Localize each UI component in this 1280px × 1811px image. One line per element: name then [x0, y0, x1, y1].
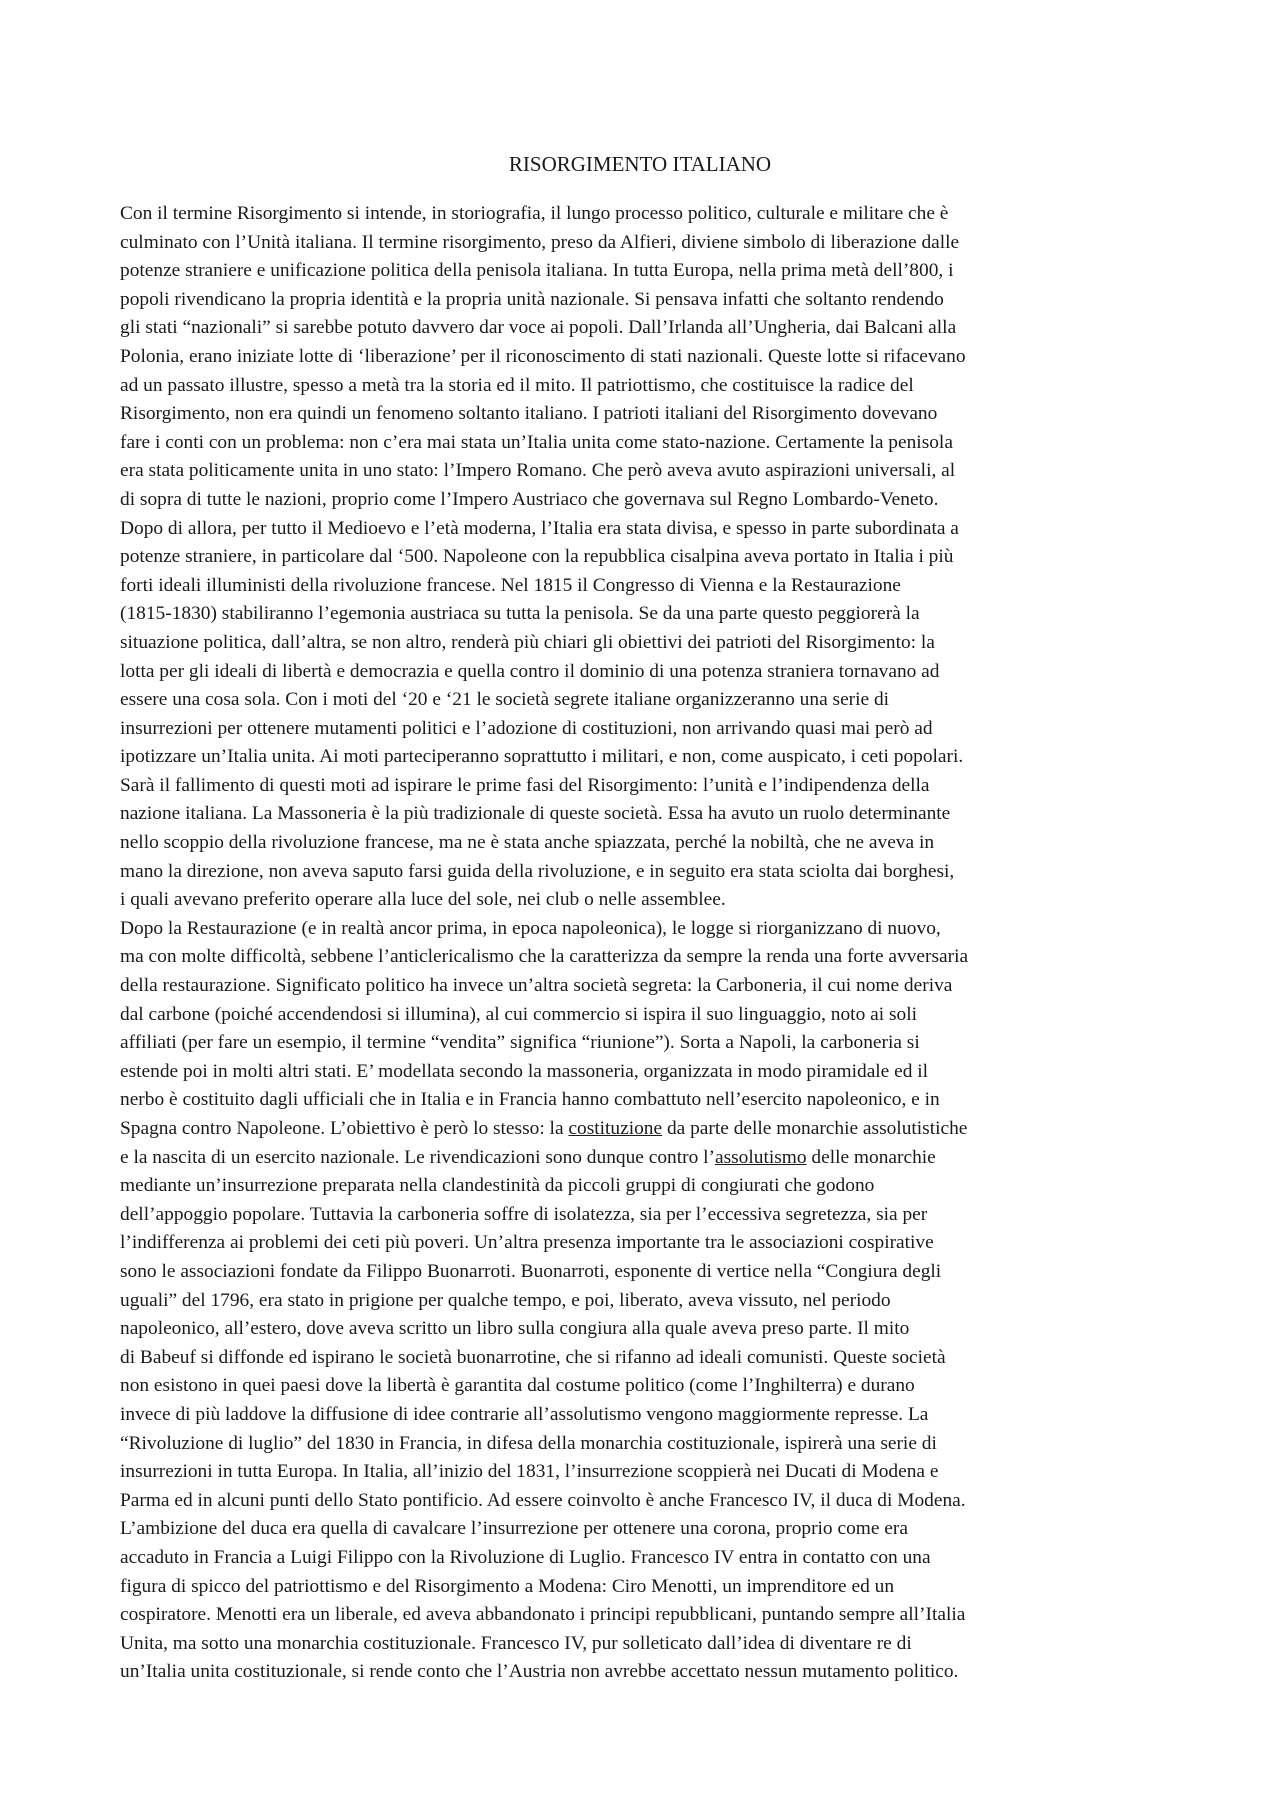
text-line: era stata politicamente unita in uno stato: l’Impero Romano. Che però aveva avuto aspirazioni universali, al: [120, 460, 956, 482]
text-line: di sopra di tutte le nazioni, proprio come l’Impero Austriaco che governava sul Regno Lombardo-Veneto.: [120, 488, 939, 510]
text-line: [120, 1144, 1170, 1173]
text-line: accaduto in Francia a Luigi Filippo con la Rivoluzione di Luglio. Francesco IV entra in contatto con una: [120, 1546, 931, 1568]
text-line: nello scoppio della rivoluzione francese, ma ne è stata anche spiazzata, perché la nobiltà, che ne aveva in: [120, 832, 935, 854]
text-segment: e la nascita di un esercito nazionale. Le rivendicazioni sono dunque contro l’: [120, 1146, 715, 1168]
text-line: Dopo di allora, per tutto il Medioevo e l’età moderna, l’Italia era stata divisa, e spesso in parte subordinata a: [120, 517, 959, 539]
text-line: Sarà il fallimento di questi moti ad ispirare le prime fasi del Risorgimento: l’unità e l’indipendenza della: [120, 774, 930, 796]
text-line: insurrezioni in tutta Europa. In Italia, all’inizio del 1831, l’insurrezione scoppierà nei Ducati di Modena e: [120, 1461, 939, 1483]
assolutismo-link[interactable]: assolutismo: [714, 1146, 807, 1168]
text-line: nazione italiana. La Massoneria è la più tradizionale di queste società. Essa ha avuto un ruolo determinante: [120, 803, 951, 825]
text-line: Parma ed in alcuni punti dello Stato pontificio. Ad essere coinvolto è anche Francesco IV, il duca di Modena.: [120, 1489, 966, 1511]
text-line: estende poi in molti altri stati. E’ modellata secondo la massoneria, organizzata in modo piramidale ed il: [120, 1060, 929, 1082]
text-line: gli stati “nazionali” si sarebbe potuto davvero dar voce ai popoli. Dall’Irlanda all’Ungheria, dai Balcani alla: [120, 317, 957, 339]
text-line: forti ideali illuministi della rivoluzione francese. Nel 1815 il Congresso di Vienna e la Restaurazione: [120, 574, 901, 596]
costituzione-link[interactable]: costituzione: [568, 1118, 663, 1139]
text-line: Con il termine Risorgimento si intende, in storiografia, il lungo processo politico, culturale e militare che è: [120, 203, 949, 224]
text-line: ad un passato illustre, spesso a metà tra la storia ed il mito. Il patriottismo, che costituisce la radice del: [120, 374, 914, 396]
text-line: sono le associazioni fondate da Filippo Buonarroti. Buonarroti, esponente di vertice nella “Congiura degli: [120, 1260, 942, 1282]
text-line: di Babeuf si diffonde ed ispirano le società buonarrotine, che si rifanno ad ideali comunisti. Queste società: [120, 1346, 946, 1368]
text-line: [120, 1115, 1170, 1144]
text-line: popoli rivendicano la propria identità e la propria unità nazionale. Si pensava infatti che soltanto rendendo: [120, 288, 944, 310]
text-segment: delle monarchie: [806, 1146, 936, 1168]
text-line: un’Italia unita costituzionale, si rende conto che l’Austria non avrebbe accettato nessun mutamento politico.: [120, 1661, 959, 1683]
text-line: uguali” del 1796, era stato in prigione per qualche tempo, e poi, liberato, aveva vissuto, nel periodo: [120, 1289, 891, 1311]
text-line: figura di spicco del patriottismo e del Risorgimento a Modena: Ciro Menotti, un imprenditore ed un: [120, 1575, 895, 1597]
text-line: “Rivoluzione di luglio” del 1830 in Francia, in difesa della monarchia costituzionale, ispirerà una serie di: [120, 1432, 937, 1454]
text-line: (1815-1830) stabiliranno l’egemonia austriaca su tutta la penisola. Se da una parte questo peggiorerà la: [120, 603, 920, 625]
text-line: insurrezioni per ottenere mutamenti politici e l’adozione di costituzioni, non arrivando quasi mai però ad: [120, 717, 933, 739]
text-line: nerbo è costituito dagli ufficiali che in Italia e in Francia hanno combattuto nell’esercito napoleonico, e in: [120, 1089, 940, 1111]
text-line: mano la direzione, non aveva saputo farsi guida della rivoluzione, e in seguito era stata sciolta dai borghesi,: [120, 860, 955, 882]
text-line: mediante un’insurrezione preparata nella clandestinità da piccoli gruppi di congiurati che godono: [120, 1175, 875, 1197]
text-segment: da parte delle monarchie assolutistiche: [662, 1118, 968, 1139]
text-line: potenze straniere e unificazione politica della penisola italiana. In tutta Europa, nella prima metà dell’800, i: [120, 260, 954, 282]
text-line: fare i conti con un problema: non c’era mai stata un’Italia unita come stato-nazione. Certamente la penisola: [120, 431, 953, 453]
text-line: Dopo la Restaurazione (e in realtà ancor prima, in epoca napoleonica), le logge si riorganizzano di nuovo,: [120, 917, 941, 939]
text-segment: Spagna contro Napoleone. L’obiettivo è però lo stesso: la: [120, 1118, 569, 1139]
text-line: ma con molte difficoltà, sebbene l’anticlericalismo che la caratterizza da sempre la renda una forte avversaria: [120, 946, 969, 968]
text-line: Risorgimento, non era quindi un fenomeno soltanto italiano. I patrioti italiani del Risorgimento dovevano: [120, 403, 938, 425]
text-line: essere una cosa sola. Con i moti del ‘20 e ‘21 le società segrete italiane organizzeranno una serie di: [120, 689, 890, 711]
text-line: lotta per gli ideali di libertà e democrazia e quella contro il dominio di una potenza straniera tornavano ad: [120, 660, 940, 682]
text-line: L’ambizione del duca era quella di cavalcare l’insurrezione per ottenere una corona, proprio come era: [120, 1518, 908, 1540]
text-line: Polonia, erano iniziate lotte di ‘liberazione’ per il riconoscimento di stati nazionali. Queste lotte si rifacevano: [120, 345, 966, 367]
text-line: cospiratore. Menotti era un liberale, ed aveva abbandonato i principi repubblicani, puntando sempre all’Italia: [120, 1604, 966, 1626]
text-line: culminato con l’Unità italiana. Il termine risorgimento, preso da Alfieri, diviene simbolo di liberazione dalle: [120, 231, 960, 253]
document-body: [120, 200, 1170, 1687]
text-line: napoleonico, all’estero, dove aveva scritto un libro sulla congiura alla quale aveva preso parte. Il mito: [120, 1318, 910, 1340]
text-line: della restaurazione. Significato politico ha invece un’altra società segreta: la Carboneria, il cui nome deriva: [120, 975, 953, 997]
text-line: Unita, ma sotto una monarchia costituzionale. Francesco IV, pur solleticato dall’idea di diventare re di: [120, 1632, 912, 1654]
text-line: i quali avevano preferito operare alla luce del sole, nei club o nelle assemblee.: [120, 889, 726, 911]
text-line: dal carbone (poiché accendendosi si illumina), al cui commercio si ispira il suo linguaggio, noto ai soli: [120, 1003, 917, 1025]
text-line: invece di più laddove la diffusione di idee contrarie all’assolutismo vengono maggiormente represse. La: [120, 1403, 929, 1425]
text-line: dell’appoggio popolare. Tuttavia la carboneria soffre di isolatezza, sia per l’eccessiva segretezza, sia per: [120, 1203, 928, 1225]
text-line: affiliati (per fare un esempio, il termine “vendita” significa “riunione”). Sorta a Napoli, la carboneria si: [120, 1032, 920, 1054]
text-line: non esistono in quei paesi dove la libertà è garantita dal costume politico (come l’Inghilterra) e durano: [120, 1375, 915, 1397]
text-line: l’indifferenza ai problemi dei ceti più poveri. Un’altra presenza importante tra le associazioni cospirative: [120, 1232, 934, 1254]
text-line: situazione politica, dall’altra, se non altro, renderà più chiari gli obiettivi dei patrioti del Risorgimento: la: [120, 631, 935, 653]
document-title: RISORGIMENTO ITALIANO: [508, 152, 772, 176]
text-line: ipotizzare un’Italia unita. Ai moti parteciperanno soprattutto i militari, e non, come auspicato, i ceti popolari.: [120, 746, 964, 768]
text-line: potenze straniere, in particolare dal ‘500. Napoleone con la repubblica cisalpina aveva portato in Italia i più: [120, 546, 954, 568]
